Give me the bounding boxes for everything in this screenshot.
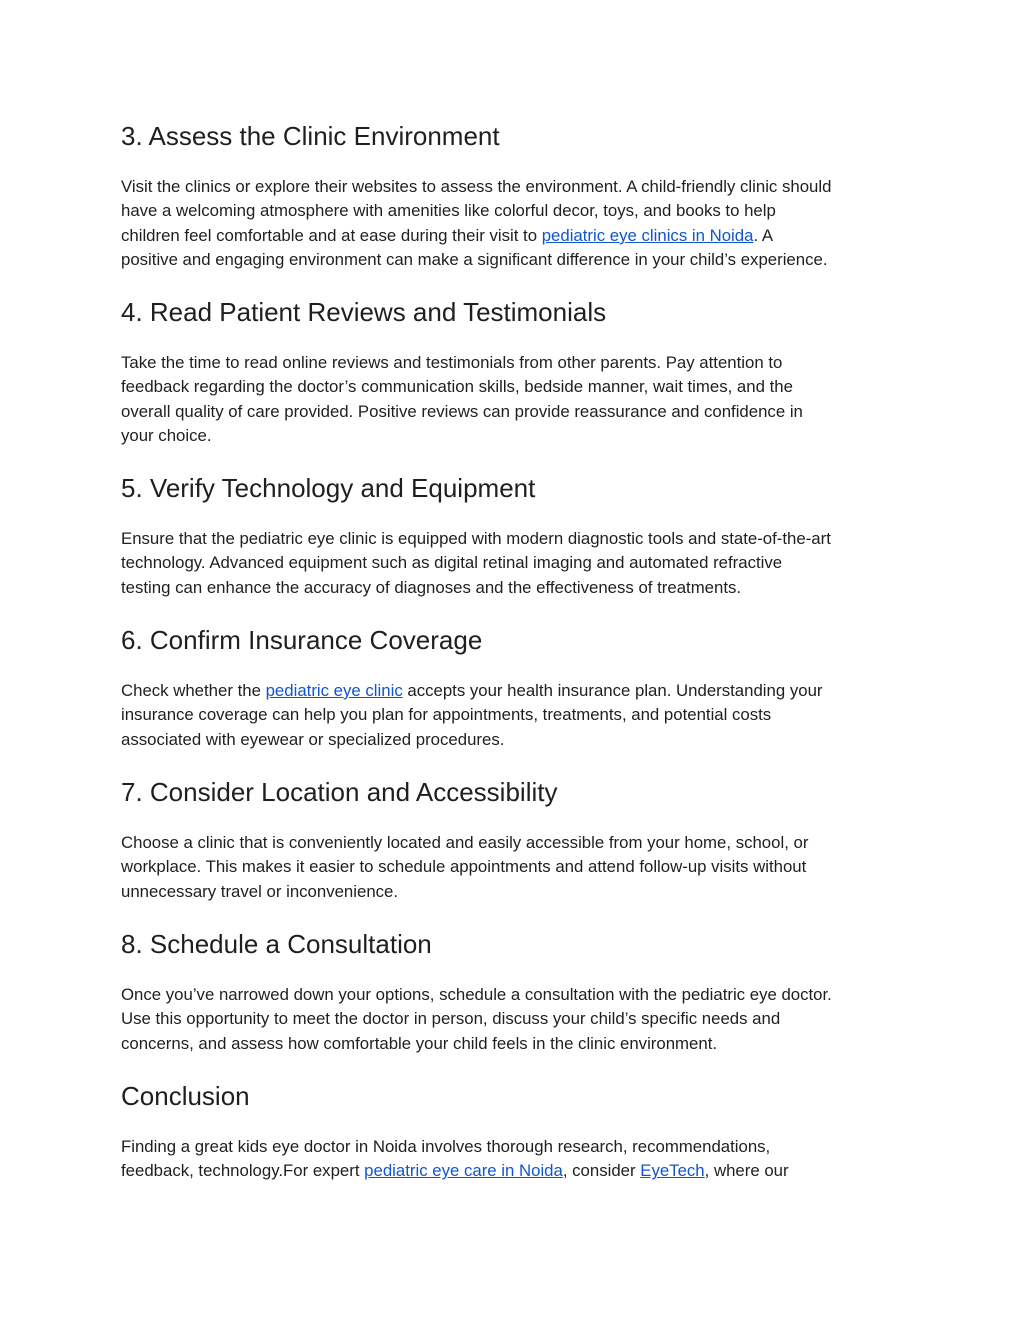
section-heading-technology-equipment: 5. Verify Technology and Equipment [121,473,536,503]
text-line: Take the time to read online reviews and testimonials from other parents. Pay attention to [121,353,783,372]
text-line: Finding a great kids eye doctor in Noida involves thorough research, recommendations, [121,1137,771,1156]
text-line: overall quality of care provided. Positive reviews can provide reassurance and confidence in [121,401,803,421]
section-body-schedule-consultation [121,983,911,1056]
text-line: your choice. [121,426,212,446]
text-line: technology. Advanced equipment such as digital retinal imaging and automated refractive [121,553,783,573]
text-line [121,679,911,703]
text-line: have a welcoming atmosphere with amenities like colorful decor, toys, and books to help [121,201,776,221]
section-body-conclusion [121,1135,911,1184]
text-line: associated with eyewear or specialized procedures. [121,729,505,749]
section-body-technology-equipment [121,527,911,600]
text-run: feedback, technology.For expert [121,1161,365,1181]
section-heading-insurance-coverage: 6. Confirm Insurance Coverage [121,625,483,655]
text-line: insurance coverage can help you plan for appointments, treatments, and potential costs [121,705,772,725]
text-line: Ensure that the pediatric eye clinic is equipped with modern diagnostic tools and state-of-the-art [121,529,831,548]
text-run: accepts your health insurance plan. Understanding your [402,681,823,700]
text-run: , consider [562,1161,641,1181]
text-line: Once you’ve narrowed down your options, schedule a consultation with the pediatric eye doctor. [121,985,832,1004]
text-line: Use this opportunity to meet the doctor in person, discuss your child’s specific needs and [121,1009,781,1029]
text-line [121,224,911,248]
section-body-insurance-coverage [121,679,911,752]
section-heading-location-accessibility: 7. Consider Location and Accessibility [121,777,558,807]
text-line: unnecessary travel or inconvenience. [121,881,399,901]
text-run: children feel comfortable and at ease during their visit to [121,225,542,245]
section-body-patient-reviews [121,351,911,449]
section-heading-schedule-consultation: 8. Schedule a Consultation [121,929,432,959]
text-line: positive and engaging environment can make a significant difference in your child’s experience. [121,250,828,270]
text-run: . A [753,225,774,245]
text-line: feedback regarding the doctor’s communication skills, bedside manner, wait times, and the [121,377,793,397]
text-run: Check whether the [121,681,266,700]
link-pediatric-eye-clinics-in-noida[interactable]: pediatric eye clinics in Noida [541,225,754,245]
text-line: Choose a clinic that is conveniently located and easily accessible from your home, school, or [121,833,809,852]
text-line: testing can enhance the accuracy of diagnoses and the effectiveness of treatments. [121,577,742,597]
link-eyetech[interactable]: EyeTech [640,1161,705,1181]
text-line: workplace. This makes it easier to schedule appointments and attend follow-up visits without [121,857,807,877]
link-pediatric-eye-care-in-noida[interactable]: pediatric eye care in Noida [364,1161,563,1181]
section-body-location-accessibility [121,831,911,904]
section-heading-clinic-environment: 3. Assess the Clinic Environment [121,121,500,151]
text-line [121,1159,911,1183]
section-body-clinic-environment [121,175,911,273]
text-line: Visit the clinics or explore their websites to assess the environment. A child-friendly clinic should [121,177,832,196]
link-pediatric-eye-clinic[interactable]: pediatric eye clinic [265,681,403,700]
section-heading-patient-reviews: 4. Read Patient Reviews and Testimonials [121,297,607,327]
section-heading-conclusion: Conclusion [121,1081,250,1111]
text-run: , where our [704,1161,789,1181]
text-line: concerns, and assess how comfortable your child feels in the clinic environment. [121,1033,718,1053]
